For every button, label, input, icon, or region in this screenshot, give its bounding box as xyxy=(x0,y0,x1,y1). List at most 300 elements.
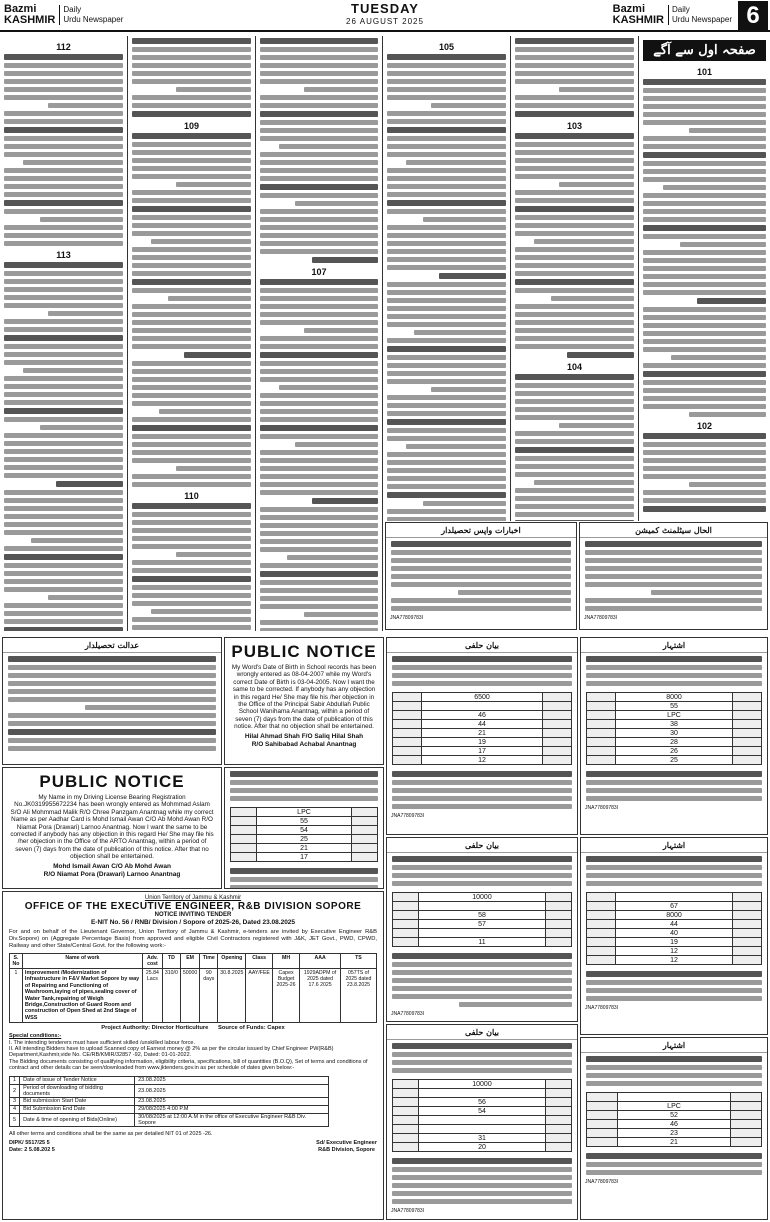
article-number: 107 xyxy=(311,267,327,277)
table-cell-text xyxy=(393,911,419,920)
news-column-2 xyxy=(128,36,256,631)
table-cell-text xyxy=(393,693,422,702)
text-line xyxy=(230,796,378,801)
text-line xyxy=(151,239,251,244)
notice-text xyxy=(581,1053,767,1089)
text-line xyxy=(391,582,571,587)
text-line xyxy=(132,617,251,622)
table-row xyxy=(393,1089,572,1098)
text-line xyxy=(4,335,123,341)
text-line xyxy=(4,241,123,246)
public-notice-body: My Word's Date of Birth in School records has been wrongly entered as 08-04-2007 while my Word's correct Date of Birth is 03-04-2005. Now I want the same to be corrected. If anybody has any objection in this regard He/ She may file his /her objection in the Office of the Principal Sabir Abdullah Public School Wanihama Anantnag, within a period of seven (7) days from the date of publication of this notice. After that no objection shall be entertained. xyxy=(231,664,377,731)
text-line xyxy=(132,544,251,549)
text-line xyxy=(304,612,378,617)
court-notice-box xyxy=(2,637,222,765)
notice-title: عدالت تحصیلدار xyxy=(3,638,221,653)
table-cell-text xyxy=(393,1107,419,1116)
text-line xyxy=(515,47,634,52)
table-cell-text xyxy=(733,747,762,756)
table-cell-text xyxy=(542,720,571,729)
text-line xyxy=(132,417,251,422)
notice-text xyxy=(225,865,383,889)
text-line xyxy=(387,403,506,408)
table-cell-text xyxy=(587,1111,618,1120)
schedule-label: Period of downloading of bidding documents xyxy=(20,1084,135,1097)
tender-nit-number: E-NIT No. 56 / RNB/ Division / Sopore of 2025-26, Dated 23.08.2025 xyxy=(90,919,296,926)
table-cell-text xyxy=(546,911,572,920)
news-column-1 xyxy=(0,36,128,631)
text-line xyxy=(4,376,123,381)
text-line xyxy=(431,387,506,392)
text-line xyxy=(406,444,506,449)
text-line xyxy=(585,558,762,563)
cell-aaa: 1929ADPM of 2025 dated 17.6 2025 xyxy=(300,969,341,1023)
notice-table xyxy=(586,692,762,765)
text-line xyxy=(643,458,766,463)
text-line xyxy=(48,595,123,600)
text-line xyxy=(387,395,506,400)
table-row xyxy=(587,938,762,947)
text-line xyxy=(392,953,572,959)
text-line xyxy=(515,496,634,501)
text-line xyxy=(515,223,634,228)
text-line xyxy=(132,625,251,630)
article-text xyxy=(643,79,766,417)
notice-table xyxy=(230,807,378,862)
text-line xyxy=(56,481,123,487)
text-line xyxy=(4,627,123,631)
table-row xyxy=(587,747,762,756)
table-cell-text xyxy=(231,835,257,844)
table-cell-text xyxy=(587,911,616,920)
table-cell-text xyxy=(587,693,616,702)
text-line xyxy=(643,177,766,182)
issue-day: TUESDAY xyxy=(351,1,419,16)
text-line xyxy=(132,263,251,268)
text-line xyxy=(132,133,251,139)
text-line xyxy=(260,596,378,601)
text-line xyxy=(132,361,251,366)
notice-table xyxy=(586,1092,762,1147)
text-line xyxy=(132,142,251,147)
text-line xyxy=(515,79,634,84)
notice-title: اشتہار xyxy=(581,838,767,853)
issue-date: 26 AUGUST 2025 xyxy=(346,17,424,26)
brand-tag2: Urdu Newspaper xyxy=(63,15,124,24)
table-row xyxy=(393,920,572,929)
brand-tag xyxy=(668,5,732,25)
text-line xyxy=(392,873,572,878)
table-cell-value: 58 xyxy=(418,911,545,920)
table-cell-text xyxy=(393,702,422,711)
text-line xyxy=(4,408,123,414)
table-cell-value: 19 xyxy=(615,938,733,947)
text-line xyxy=(643,96,766,101)
brand-line1: Bazmi xyxy=(4,3,37,15)
condition-item: I. The intending tenderers must have sufficient skilled /unskilled labour force. xyxy=(9,1039,195,1046)
text-line xyxy=(392,804,572,809)
text-line xyxy=(4,384,123,389)
text-line xyxy=(458,590,571,595)
text-line xyxy=(387,152,506,157)
table-cell-text xyxy=(546,1089,572,1098)
text-line xyxy=(414,330,506,335)
text-line xyxy=(392,656,572,662)
text-line xyxy=(392,771,572,777)
table-cell-value: 31 xyxy=(418,1134,545,1143)
text-line xyxy=(515,255,634,260)
condition-item: II. All intending Bidders have to upload Scanned copy of Earnest money @ 2% as per the circular issued by Chief Engineer PW(R&B) Department,Kashmir,vide No. CE/RB/KMIR/32857 -92, Dated: 01-01-2022. xyxy=(9,1046,334,1059)
brand-tag2: Urdu Newspaper xyxy=(671,15,732,24)
text-line xyxy=(260,482,378,487)
table-cell-value: 40 xyxy=(615,929,733,938)
table-cell-text xyxy=(231,853,257,862)
notice-text xyxy=(387,950,577,1010)
tender-table-header xyxy=(10,954,377,969)
text-line xyxy=(48,311,123,316)
article-text xyxy=(387,54,506,521)
text-line xyxy=(132,385,251,390)
table-cell-text xyxy=(352,853,378,862)
text-line xyxy=(132,450,251,455)
text-line xyxy=(387,306,506,311)
text-line xyxy=(643,112,766,117)
text-line xyxy=(559,182,634,187)
table-cell-text xyxy=(731,1129,762,1138)
page-number: 6 xyxy=(738,1,768,31)
text-line xyxy=(391,606,571,611)
table-cell-value: 17 xyxy=(422,747,542,756)
table-cell-text xyxy=(393,938,419,947)
text-line xyxy=(387,484,506,489)
court-notice-box xyxy=(224,767,384,889)
table-cell-text xyxy=(587,738,616,747)
text-line xyxy=(392,1068,572,1073)
header-cell: Class xyxy=(246,954,273,969)
text-line xyxy=(515,439,634,444)
article-number: 104 xyxy=(566,362,583,372)
text-line xyxy=(260,628,378,631)
table-row xyxy=(587,738,762,747)
text-line xyxy=(132,593,251,598)
table-cell-value xyxy=(418,902,545,911)
text-line xyxy=(515,472,634,477)
schedule-row xyxy=(10,1084,329,1097)
table-row xyxy=(393,929,572,938)
text-line xyxy=(643,450,766,455)
header-cell: S. No xyxy=(10,954,23,969)
text-line xyxy=(586,996,762,1001)
text-line xyxy=(132,601,251,606)
text-line xyxy=(260,111,378,117)
table-row xyxy=(393,1080,572,1089)
text-line xyxy=(48,103,123,108)
news-column-4 xyxy=(383,36,511,521)
table-row xyxy=(231,817,378,826)
table-cell-text xyxy=(587,938,616,947)
table-cell-value: 25 xyxy=(256,835,352,844)
text-line xyxy=(8,673,216,678)
text-line xyxy=(260,539,378,544)
text-line xyxy=(260,55,378,60)
table-row xyxy=(393,1116,572,1125)
text-line xyxy=(4,449,123,454)
text-line xyxy=(387,63,506,68)
schedule-label: Bid Submission End Date xyxy=(20,1105,135,1113)
table-row xyxy=(587,1102,762,1111)
text-line xyxy=(643,274,766,279)
text-line xyxy=(260,71,378,76)
text-line xyxy=(4,271,123,276)
text-line xyxy=(31,538,123,543)
text-line xyxy=(643,209,766,214)
text-line xyxy=(643,282,766,287)
table-cell-text xyxy=(733,947,762,956)
text-line xyxy=(4,87,123,92)
text-line xyxy=(132,206,251,212)
table-cell-text xyxy=(231,808,257,817)
text-line xyxy=(304,328,378,333)
text-line xyxy=(387,338,506,343)
table-cell-value: 46 xyxy=(617,1120,731,1129)
notice-text xyxy=(3,653,221,754)
table-row xyxy=(393,893,572,902)
table-row xyxy=(587,1111,762,1120)
text-line xyxy=(312,257,378,263)
notice-title: بیان حلفی xyxy=(387,638,577,653)
text-line xyxy=(423,501,506,506)
tender-ut: Union Territory of Jammu & Kashmir xyxy=(144,895,242,901)
text-line xyxy=(260,304,378,309)
tender-footer xyxy=(3,1139,383,1154)
text-line xyxy=(387,282,506,287)
notice-text xyxy=(387,768,577,812)
text-line xyxy=(387,346,506,352)
notice-ref: JNA77809783I xyxy=(585,805,619,811)
table-cell-text xyxy=(587,929,616,938)
text-line xyxy=(643,380,766,385)
table-cell-text xyxy=(587,956,616,965)
text-line xyxy=(4,352,123,357)
text-line xyxy=(132,560,251,565)
table-cell-text xyxy=(231,817,257,826)
text-line xyxy=(515,464,634,469)
text-line xyxy=(260,604,378,609)
text-line xyxy=(260,168,378,173)
tender-footer-note: All other terms and conditions shall be the same as per detailed NIT 01 of 2025 -26. xyxy=(9,1130,213,1137)
schedule-row xyxy=(10,1097,329,1105)
notice-text xyxy=(581,1150,767,1178)
text-line xyxy=(260,580,378,585)
text-line xyxy=(260,588,378,593)
cell-sno: 1 xyxy=(10,969,23,1023)
text-line xyxy=(643,490,766,495)
text-line xyxy=(4,554,123,560)
text-line xyxy=(4,79,123,84)
text-line xyxy=(40,425,123,430)
table-cell-text xyxy=(587,893,616,902)
text-line xyxy=(387,127,506,133)
table-cell-text xyxy=(733,711,762,720)
text-line xyxy=(515,263,634,268)
text-line xyxy=(260,352,378,358)
schedule-label: Bid submission Start Date xyxy=(20,1097,135,1105)
text-line xyxy=(260,450,378,455)
table-row xyxy=(393,1107,572,1116)
table-cell-value: 54 xyxy=(418,1107,545,1116)
text-line xyxy=(643,258,766,263)
text-line xyxy=(392,1060,572,1065)
text-line xyxy=(515,174,634,179)
cell-work: Improvement /Modernization of Infrastructure in F&V Market Sopore by way of Repairing and Functioning of Washroom,laying of pipes,sealing cover of Water Tank,repairing of Weigh Bridge,Construction of Guard Room and construction of Open Shed at 2nd Stage of WSS xyxy=(22,969,142,1023)
table-cell-text xyxy=(546,938,572,947)
table-cell-text xyxy=(542,711,571,720)
text-line xyxy=(260,279,378,285)
text-line xyxy=(392,970,572,975)
text-line xyxy=(260,393,378,398)
text-line xyxy=(4,209,123,214)
text-line xyxy=(515,142,634,147)
text-line xyxy=(132,63,251,68)
text-line xyxy=(4,127,123,133)
text-line xyxy=(392,978,572,983)
table-row xyxy=(587,693,762,702)
text-line xyxy=(643,136,766,141)
text-line xyxy=(260,458,378,463)
table-cell-text xyxy=(393,929,419,938)
text-line xyxy=(312,498,378,504)
cell-cost: 25.84 Lacs xyxy=(142,969,162,1023)
table-row xyxy=(587,702,762,711)
text-line xyxy=(387,192,506,197)
text-line xyxy=(230,788,378,793)
public-notice-address: R/O Niamat Pora (Drawari) Larnoo Anantnag xyxy=(43,870,181,878)
text-line xyxy=(132,271,251,276)
table-cell-text xyxy=(731,1102,762,1111)
text-line xyxy=(515,158,634,163)
text-line xyxy=(586,865,762,870)
text-line xyxy=(387,95,506,100)
text-line xyxy=(260,296,378,301)
table-cell-value: 26 xyxy=(615,747,733,756)
table-cell-text xyxy=(587,711,616,720)
text-line xyxy=(387,184,506,189)
table-cell-text xyxy=(546,920,572,929)
tender-notice xyxy=(2,891,384,1220)
text-line xyxy=(132,38,251,44)
text-line xyxy=(585,566,762,571)
text-line xyxy=(132,288,251,293)
text-line xyxy=(287,555,378,560)
notice-table xyxy=(392,892,572,947)
text-line xyxy=(260,136,378,141)
article-text xyxy=(260,38,378,263)
table-cell-text xyxy=(393,747,422,756)
table-cell-text xyxy=(546,1125,572,1134)
text-line xyxy=(8,746,216,751)
text-line xyxy=(643,225,766,231)
text-line xyxy=(515,447,634,453)
notice-title: بیان حلفی xyxy=(387,838,577,853)
table-cell-value: 55 xyxy=(256,817,352,826)
text-line xyxy=(4,498,123,503)
text-line xyxy=(387,168,506,173)
text-line xyxy=(230,885,378,889)
text-line xyxy=(387,379,506,384)
text-line xyxy=(689,412,766,417)
text-line xyxy=(515,520,634,521)
text-line xyxy=(515,206,634,212)
text-line xyxy=(132,174,251,179)
text-line xyxy=(132,512,251,517)
notice-title: اشتہار xyxy=(581,1038,767,1053)
public-notice-title: PUBLIC NOTICE xyxy=(231,642,377,661)
table-row xyxy=(393,1134,572,1143)
article-number: 105 xyxy=(438,42,455,52)
text-line xyxy=(643,371,766,377)
text-line xyxy=(392,796,572,801)
affidavit-notice xyxy=(386,837,578,1022)
schedule-no: 3 xyxy=(10,1097,20,1105)
table-row xyxy=(587,956,762,965)
table-cell-value: 30 xyxy=(615,729,733,738)
table-cell-text xyxy=(231,844,257,853)
text-line xyxy=(387,460,506,465)
text-line xyxy=(260,620,378,625)
brand-line2: KASHMIR xyxy=(4,14,56,26)
text-line xyxy=(260,377,378,382)
table-cell-value: 10000 xyxy=(418,1080,545,1089)
table-cell-text xyxy=(393,1098,419,1107)
text-line xyxy=(391,574,571,579)
table-cell-text xyxy=(393,720,422,729)
text-line xyxy=(260,160,378,165)
header-cell: Adv. cost xyxy=(142,954,162,969)
text-line xyxy=(260,128,378,133)
text-line xyxy=(559,423,634,428)
text-line xyxy=(643,315,766,320)
text-line xyxy=(4,136,123,141)
table-row xyxy=(587,893,762,902)
text-line xyxy=(260,288,378,293)
table-cell-text xyxy=(393,711,422,720)
text-line xyxy=(4,303,123,308)
table-row xyxy=(587,1120,762,1129)
table-cell-text xyxy=(352,826,378,835)
text-line xyxy=(586,881,762,886)
table-cell-text xyxy=(546,1098,572,1107)
text-line xyxy=(586,856,762,862)
table-cell-value: 23 xyxy=(617,1129,731,1138)
header-cell: Name of work xyxy=(22,954,142,969)
article-text xyxy=(132,38,251,117)
table-cell-text xyxy=(546,1080,572,1089)
table-row xyxy=(393,1125,572,1134)
text-line xyxy=(23,368,123,373)
text-line xyxy=(643,104,766,109)
header-cell: AAA xyxy=(300,954,341,969)
text-line xyxy=(132,536,251,541)
text-line xyxy=(387,517,506,521)
dipk-number: DIPK/ 5517/25 5 xyxy=(9,1140,50,1147)
text-line xyxy=(387,419,506,425)
text-line xyxy=(515,391,634,396)
table-row xyxy=(393,1143,572,1152)
notice-text xyxy=(225,768,383,804)
text-line xyxy=(132,71,251,76)
schedule-row xyxy=(10,1113,329,1126)
text-line xyxy=(586,988,762,993)
